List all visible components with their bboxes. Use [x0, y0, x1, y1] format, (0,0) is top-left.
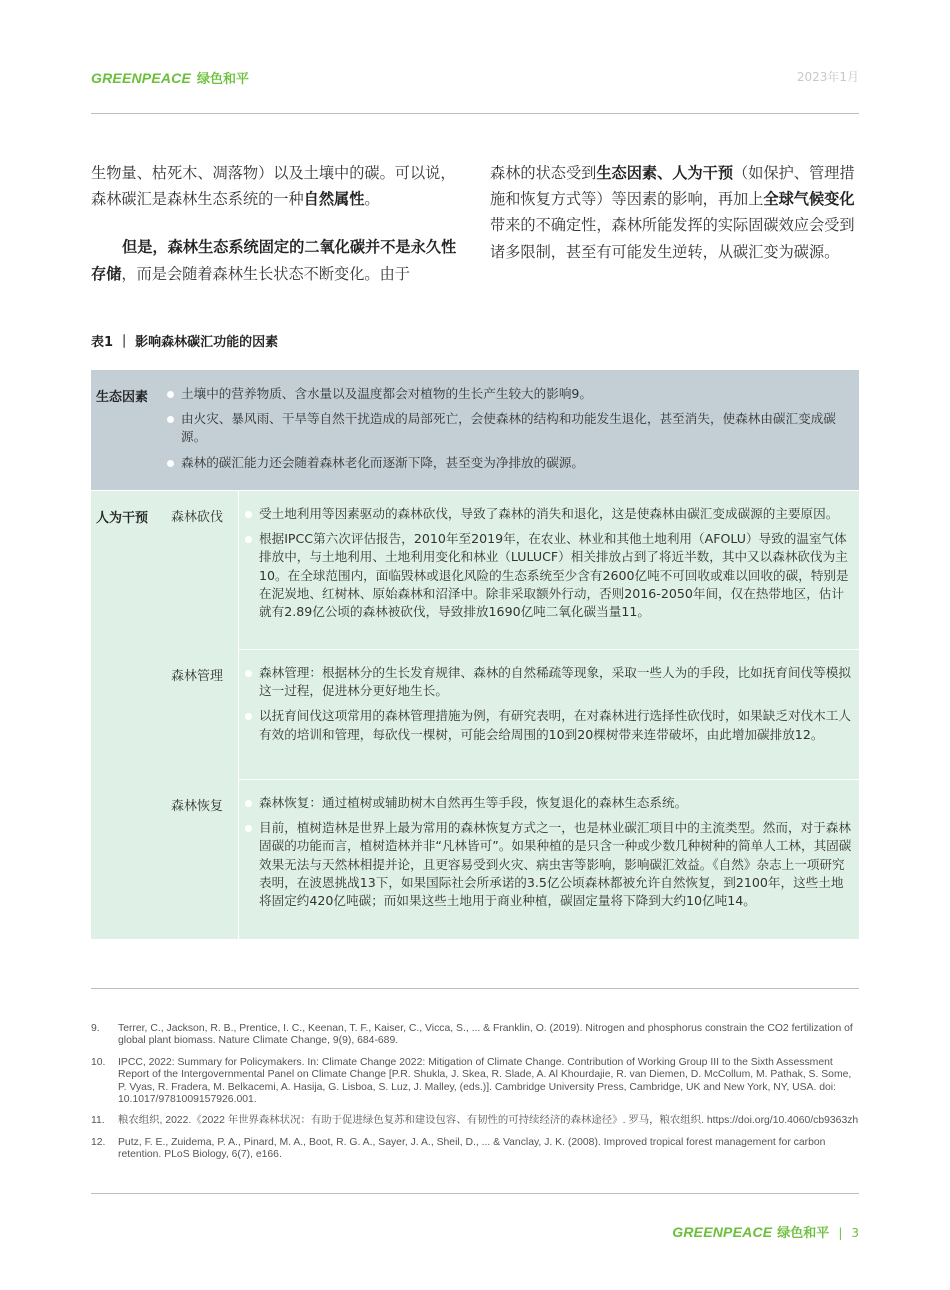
factor-label: 生态因素: [96, 390, 149, 405]
logo-text-cn: 绿色和平: [197, 72, 250, 87]
footnote: 11. 粮农组织, 2022.《2022 年世界森林状况：有助于促进绿色复苏和建设包容、有韧性的可持续经济的森林途径》. 罗马，粮农组织. https://doi.org/10.4060/cb9363zh: [91, 1115, 859, 1127]
logo-text-en: GREENPEACE: [91, 70, 192, 86]
list-item: 受土地利用等因素驱动的森林砍伐，导致了森林的消失和退化，这是使森林由碳汇变成碳源的主要原因。: [243, 505, 855, 523]
sub-row-restoration: [171, 779, 859, 939]
list-item: 以抚育间伐这项常用的森林管理措施为例，有研究表明，在对森林进行选择性砍伐时，如果缺乏对伐木工人有效的培训和管理，每砍伐一棵树，可能会给周围的10到20棵树带来连带破坏，由此增加碳排放12。: [243, 707, 855, 743]
footnote: 10. IPCC, 2022: Summary for Policymakers. In: Climate Change 2022: Mitigation of Climate Change. Contribution of Working Group III to the Sixth Assessment Report of the Intergovernmental Panel on Climate Change [P.R. Shukla, J. Skea, R. Slade, A. Al Khourdajie, R. van Diemen, D. McCollum, M. Pathak, S. Some, P. Vyas, R. Fradera, M. Belkacemi, A. Hasija, G. Lisboa, S. Luz, J. Malley, (eds.)]. Cambridge University Press, Cambridge, UK and New York, NY, USA. doi: 10.1017/9781009157926.001.: [91, 1056, 852, 1106]
greenpeace-logo: [91, 68, 249, 87]
page-footer: [672, 1222, 859, 1241]
bullet-list: [163, 370, 859, 490]
bullet-list: [239, 650, 859, 779]
sub-label: 森林砍伐: [162, 491, 239, 649]
table-row-ecological: [91, 370, 859, 490]
footnotes: [91, 1023, 859, 1171]
list-item: 森林的碳汇能力还会随着森林老化而逐渐下降，甚至变为净排放的碳源。: [165, 454, 851, 472]
paragraph: 生物量、枯死木、凋落物）以及土壤中的碳。可以说，森林碳汇是森林生态系统的一种自然属性。: [91, 164, 456, 209]
footer-logo-cn: 绿色和平: [777, 1226, 830, 1241]
list-item: 目前，植树造林是世界上最为常用的森林恢复方式之一，也是林业碳汇项目中的主流类型。然而，对于森林固碳的功能而言，植树造林并非“凡林皆可”。如果种植的是只含一种或少数几种树种的简单人工林，其固碳效果无法与天然林相提并论，且更容易受到火灾、病虫害等影响，影响碳汇效益。《自然》杂志上一项研究表明，在波恩挑战13下，如果国际社会所承诺的3.5亿公顷森林都被允许自然恢复，到2100年，这些土地将固定约420亿吨碳；而如果这些土地用于商业种植，碳固定量将下降到大约10亿吨14。: [243, 819, 855, 910]
page-number: 3: [851, 1226, 859, 1240]
list-item: 土壤中的营养物质、含水量以及温度都会对植物的生长产生较大的影响9。: [165, 385, 851, 403]
header-divider: [91, 113, 859, 114]
list-item: 森林恢复：通过植树或辅助树木自然再生等手段，恢复退化的森林生态系统。: [243, 794, 855, 812]
footer-separator: |: [838, 1226, 843, 1240]
sub-label: 森林恢复: [162, 780, 239, 939]
footnote: 9. Terrer, C., Jackson, R. B., Prentice, I. C., Keenan, T. F., Kaiser, C., Vicca, S., ... & Franklin, O. (2019). Nitrogen and phosphorus constrain the CO2 fertilization of global plant biomass. Nature Climate Change, 9(9), 684-689.: [91, 1023, 853, 1047]
paragraph: 森林的状态受到生态因素、人为干预（如保护、管理措施和恢复方式等）等因素的影响，再加上全球气候变化带来的不确定性，森林所能发挥的实际固碳效应会受到诸多限制，甚至有可能发生逆转，从碳汇变为碳源。: [490, 164, 855, 261]
factors-table: [91, 370, 859, 939]
list-item: 森林管理：根据林分的生长发育规律、森林的自然稀疏等现象，采取一些人为的手段，比如抚育间伐等模拟这一过程，促进林分更好地生长。: [243, 664, 855, 700]
factor-label: 人为干预: [91, 491, 239, 939]
bullet-list: [239, 780, 859, 939]
table-row-human: [91, 491, 859, 939]
footer-divider: [91, 1193, 859, 1194]
publication-date: 2023年1月: [796, 70, 859, 84]
footer-logo-en: GREENPEACE: [672, 1224, 773, 1240]
body-column-left: [91, 160, 460, 287]
footnote: 12. Putz, F. E., Zuidema, P. A., Pinard, M. A., Boot, R. G. A., Sayer, J. A., Sheil, D., ... & Vanclay, J. K. (2008). Improved tropical forest management for carbon retention. PLoS Biology, 6(7), e166.: [91, 1136, 826, 1161]
table-title: 表1 ｜ 影响森林碳汇功能的因素: [91, 335, 279, 350]
sub-label: 森林管理: [162, 650, 239, 779]
sub-row-management: [171, 649, 859, 779]
body-column-right: [490, 160, 859, 265]
paragraph: 但是，森林生态系统固定的二氧化碳并不是永久性存储，而是会随着森林生长状态不断变化。由于: [91, 238, 457, 283]
bullet-list: [239, 491, 859, 649]
list-item: 由火灾、暴风雨、干旱等自然干扰造成的局部死亡，会使森林的结构和功能发生退化，甚至消失，使森林由碳汇变成碳源。: [165, 410, 851, 446]
list-item: 根据IPCC第六次评估报告，2010年至2019年，在农业、林业和其他土地利用（AFOLU）导致的温室气体排放中，与土地利用、土地利用变化和林业（LULUCF）相关排放占到了将近半数，其中又以森林砍伐为主10。在全球范围内，面临毁林或退化风险的生态系统至少含有2600亿吨不可回收或难以回收的碳，特别是在泥炭地、红树林、原始森林和沼泽中。除非采取额外行动，否则2016-2050年间，仅在热带地区，估计就有2.89亿公顷的森林被砍伐，导致排放1690亿吨二氧化碳当量11。: [243, 530, 855, 621]
sub-row-deforestation: [171, 491, 859, 649]
footnote-divider: [91, 988, 859, 989]
